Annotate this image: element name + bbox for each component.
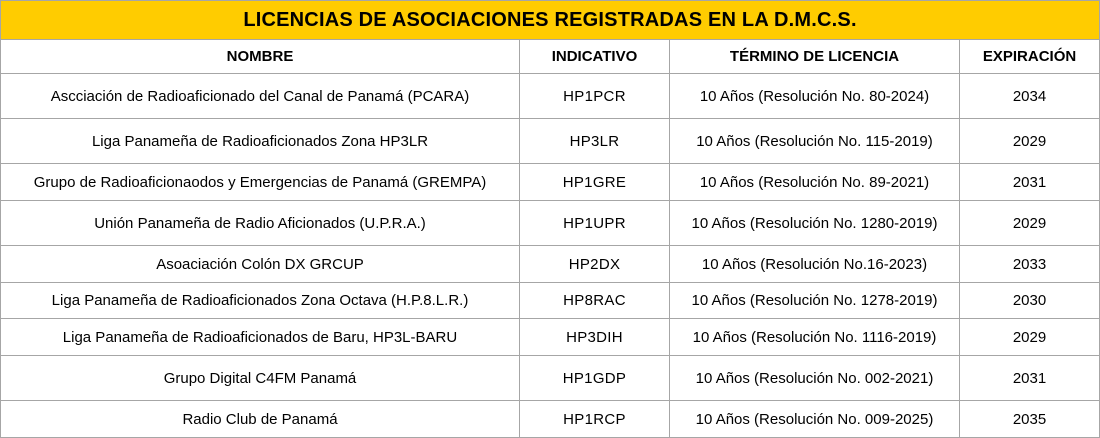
cell-indicativo: HP3LR	[520, 119, 670, 164]
cell-termino: 10 Años (Resolución No. 89-2021)	[670, 164, 960, 201]
column-header-termino: TÉRMINO DE LICENCIA	[670, 40, 960, 74]
cell-expiracion: 2029	[960, 319, 1100, 356]
cell-termino: 10 Años (Resolución No.16-2023)	[670, 246, 960, 283]
cell-expiracion: 2034	[960, 74, 1100, 119]
cell-termino: 10 Años (Resolución No. 80-2024)	[670, 74, 960, 119]
cell-nombre: Grupo Digital C4FM Panamá	[1, 356, 520, 401]
cell-nombre: Asoaciación Colón DX GRCUP	[1, 246, 520, 283]
column-header-indicativo: INDICATIVO	[520, 40, 670, 74]
cell-termino: 10 Años (Resolución No. 002-2021)	[670, 356, 960, 401]
cell-indicativo: HP2DX	[520, 246, 670, 283]
column-header-expiracion: EXPIRACIÓN	[960, 40, 1100, 74]
cell-termino: 10 Años (Resolución No. 1280-2019)	[670, 201, 960, 246]
cell-termino: 10 Años (Resolución No. 115-2019)	[670, 119, 960, 164]
cell-expiracion: 2033	[960, 246, 1100, 283]
table-row	[1, 356, 1100, 401]
cell-nombre: Liga Panameña de Radioaficionados Zona Octava (H.P.8.L.R.)	[1, 283, 520, 319]
cell-indicativo: HP1GDP	[520, 356, 670, 401]
table-row	[1, 401, 1100, 438]
table-row	[1, 246, 1100, 283]
cell-termino: 10 Años (Resolución No. 1116-2019)	[670, 319, 960, 356]
cell-indicativo: HP1UPR	[520, 201, 670, 246]
cell-expiracion: 2029	[960, 119, 1100, 164]
cell-expiracion: 2035	[960, 401, 1100, 438]
table-title: LICENCIAS DE ASOCIACIONES REGISTRADAS EN LA D.M.C.S.	[1, 1, 1100, 40]
cell-indicativo: HP1RCP	[520, 401, 670, 438]
cell-indicativo: HP3DIH	[520, 319, 670, 356]
cell-expiracion: 2031	[960, 164, 1100, 201]
cell-nombre: Ascciación de Radioaficionado del Canal de Panamá (PCARA)	[1, 74, 520, 119]
table-row	[1, 319, 1100, 356]
cell-termino: 10 Años (Resolución No. 1278-2019)	[670, 283, 960, 319]
cell-indicativo: HP1PCR	[520, 74, 670, 119]
table-row	[1, 201, 1100, 246]
column-header-nombre: NOMBRE	[1, 40, 520, 74]
table-row	[1, 164, 1100, 201]
table-row	[1, 119, 1100, 164]
cell-nombre: Liga Panameña de Radioaficionados Zona HP3LR	[1, 119, 520, 164]
cell-termino: 10 Años (Resolución No. 009-2025)	[670, 401, 960, 438]
cell-expiracion: 2031	[960, 356, 1100, 401]
cell-nombre: Grupo de Radioaficionaodos y Emergencias de Panamá (GREMPA)	[1, 164, 520, 201]
cell-expiracion: 2030	[960, 283, 1100, 319]
table-row	[1, 74, 1100, 119]
cell-nombre: Liga Panameña de Radioaficionados de Baru, HP3L-BARU	[1, 319, 520, 356]
cell-indicativo: HP1GRE	[520, 164, 670, 201]
title-row	[1, 1, 1100, 40]
table-row	[1, 283, 1100, 319]
cell-nombre: Radio Club de Panamá	[1, 401, 520, 438]
cell-indicativo: HP8RAC	[520, 283, 670, 319]
header-row	[1, 40, 1100, 74]
cell-nombre: Unión Panameña de Radio Aficionados (U.P.R.A.)	[1, 201, 520, 246]
cell-expiracion: 2029	[960, 201, 1100, 246]
